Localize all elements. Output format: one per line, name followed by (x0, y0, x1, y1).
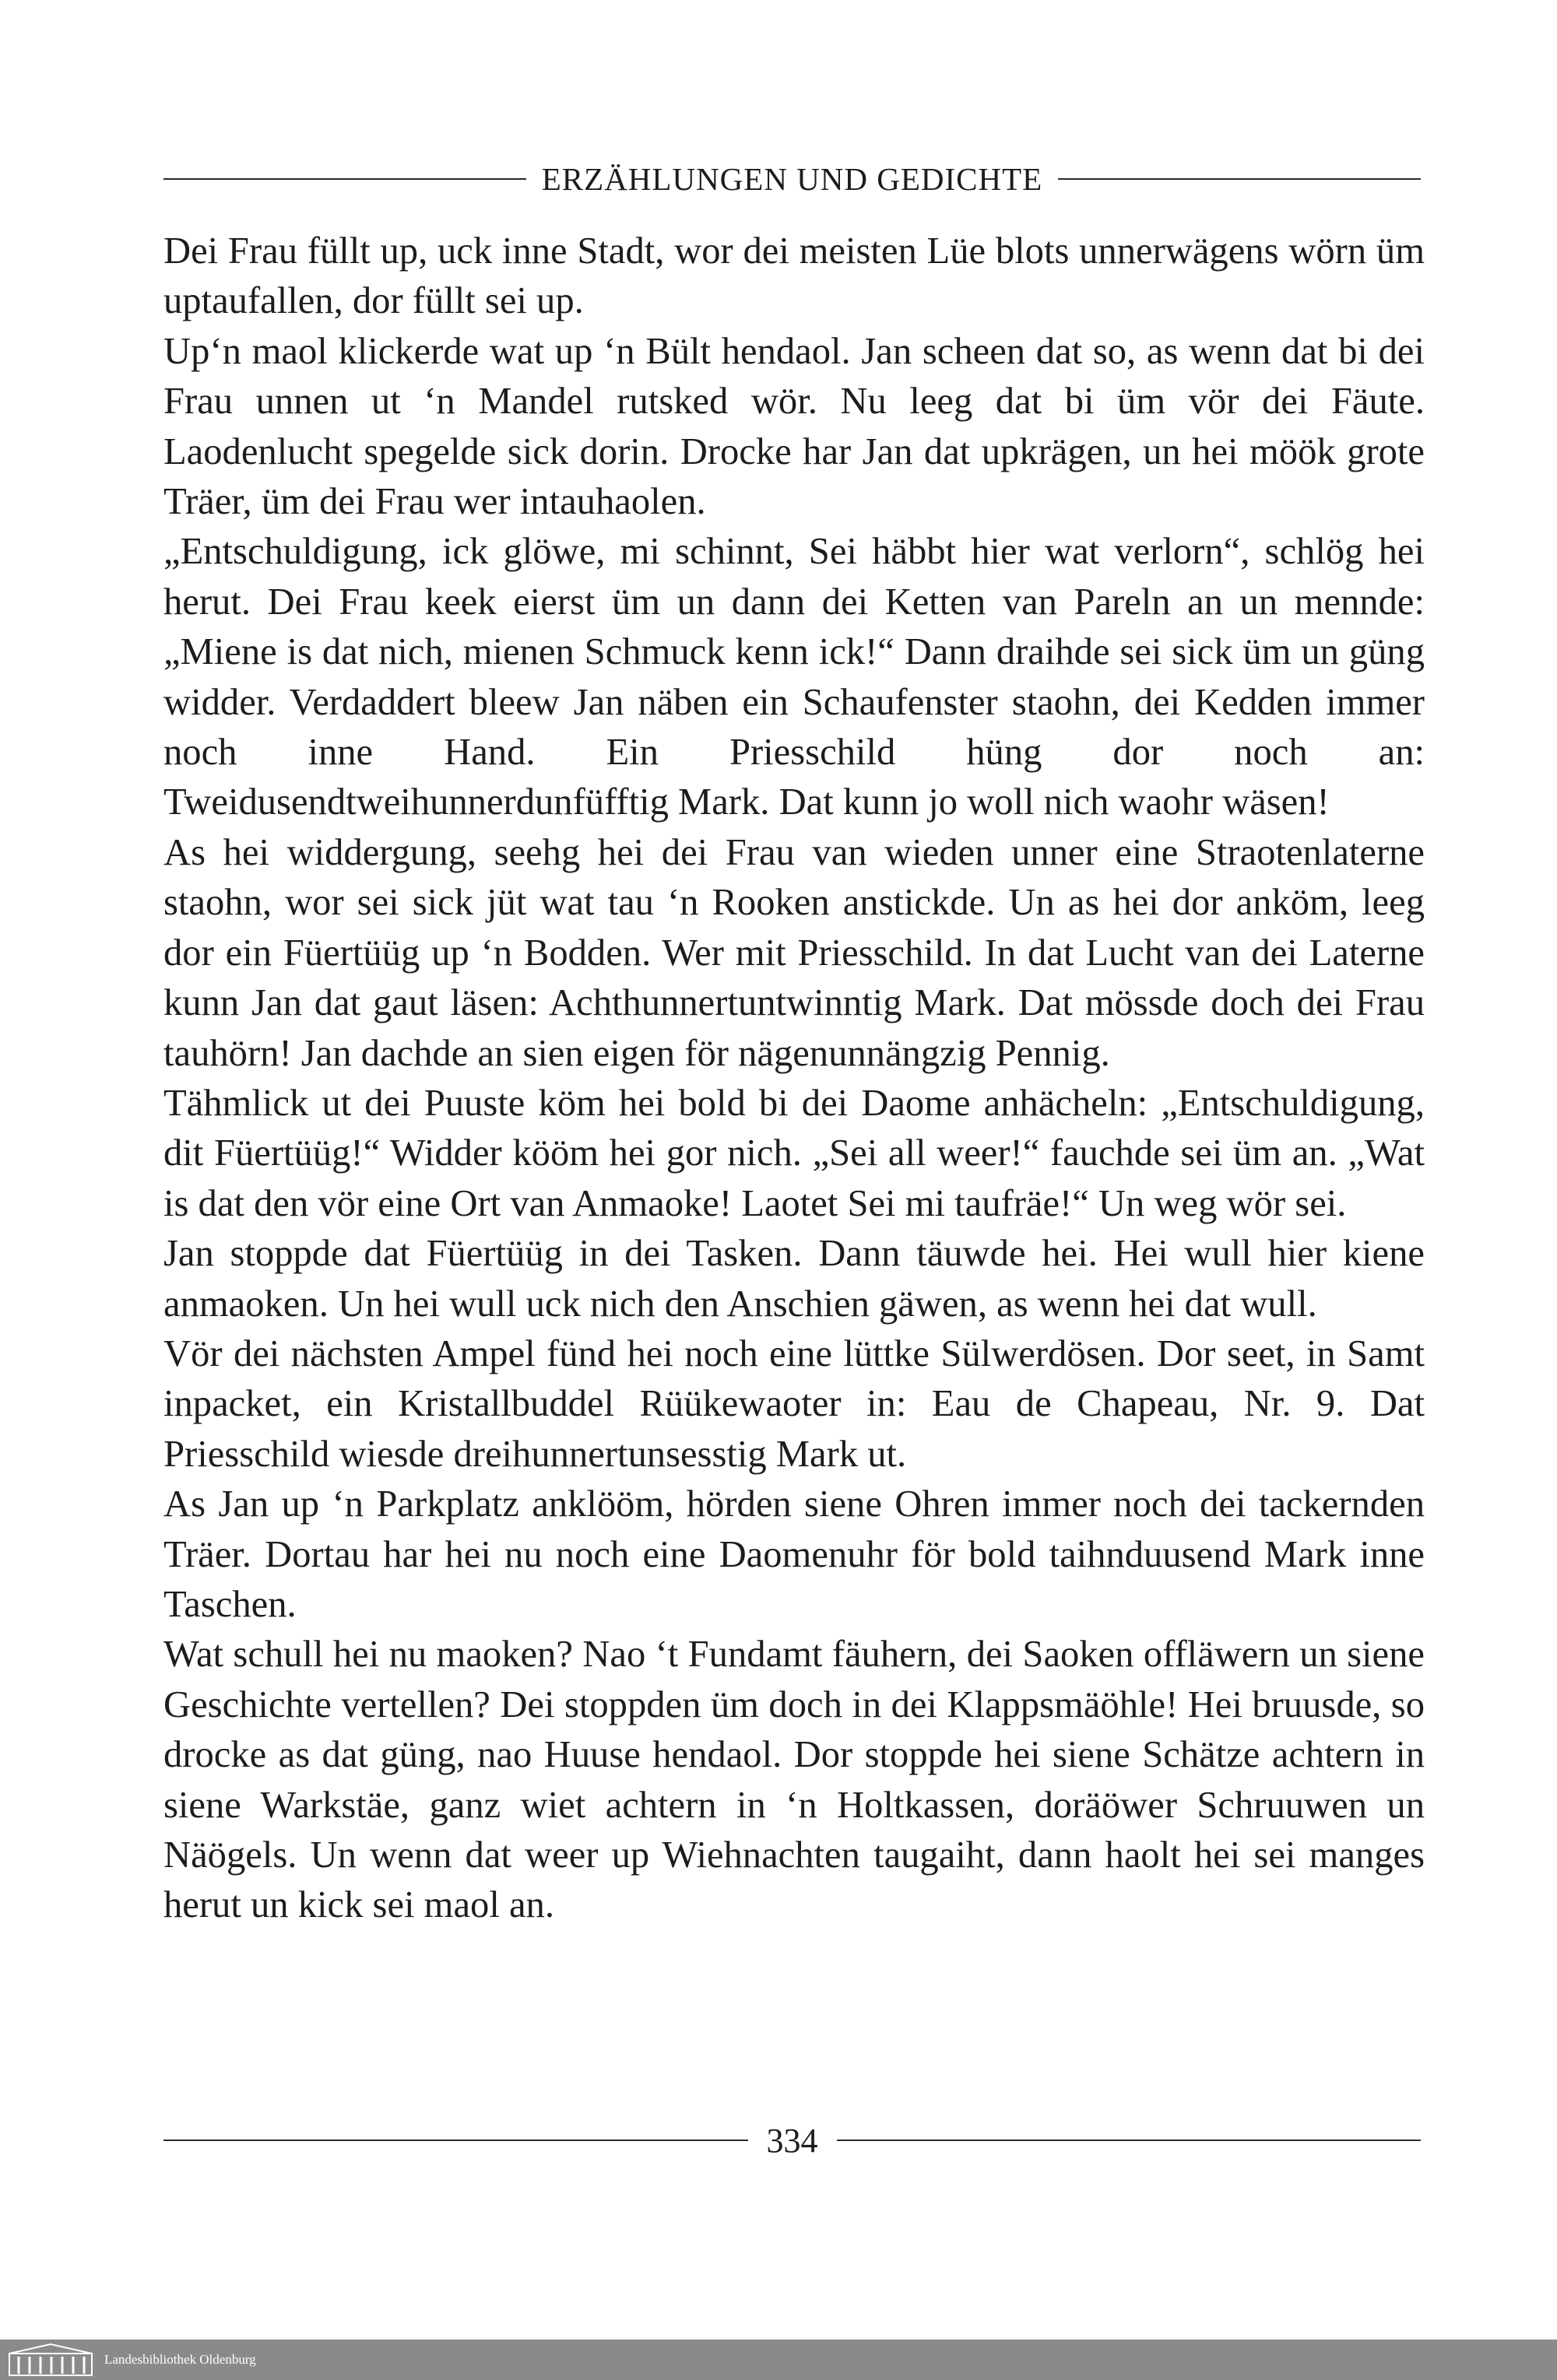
paragraph: As hei widdergung, seehg hei dei Frau van wieden unner eine Straotenlaterne staohn, wor sei sick jüt wat tau ‘n Rooken anstickde. Un as hei dor anköm, leeg dor ein Füertüüg up ‘n Bodden. Wer mit Priesschild. In dat Lucht van dei Laterne kunn Jan dat gaut läsen: Achthunnertuntwinntig Mark. Dat mössde doch dei Frau tauhörn! Jan dachde an sien eigen för nägenunnängzig Pennig. (163, 830, 1425, 1074)
header-rule-left (163, 178, 526, 180)
paragraph: Up‘n maol klickerde wat up ‘n Bült hendaol. Jan scheen dat so, as wenn dat bi dei Frau unnen ut ‘n Mandel rutsked wör. Nu leeg dat bi üm vör dei Fäute. Laodenlucht spegelde sick dorin. Drocke har Jan dat upkrägen, un hei möök grote Träer, üm dei Frau wer intauhaolen. (163, 329, 1425, 523)
paragraph: Vör dei nächsten Ampel fünd hei noch eine lüttke Sülwerdösen. Dor seet, in Samt inpacket, ein Kristallbuddel Rüükewaoter in: Eau de Chapeau, Nr. 9. Dat Priesschild wiesde dreihunnertunsesstig Mark ut. (163, 1332, 1425, 1475)
library-footer-bar (0, 2340, 1557, 2380)
running-header (163, 156, 1421, 202)
paragraph: „Entschuldigung, ick glöwe, mi schinnt, Sei häbbt hier wat verlorn“, schlög hei herut. Dei Frau keek eierst üm un dann dei Ketten van Pareln an un mennde: „Miene is dat nich, mienen Schmuck kenn ick!“ Dann draihde sei sick üm un güng widder. Verdaddert bleew Jan näben ein Schaufenster staohn, dei Kedden immer noch inne Hand. Ein Priesschild hüng dor noch an: Tweidusendtweihunnerdunfüfftig Mark. Dat kunn jo woll nich waohr wäsen! (163, 530, 1425, 823)
page-number: 334 (766, 2121, 818, 2160)
folio (163, 2117, 1421, 2164)
paragraph: Wat schull hei nu maoken? Nao ‘t Fundamt fäuhern, dei Saoken offläwern un siene Geschichte vertellen? Dei stoppden üm doch in dei Klappsmäöhle! Hei bruusde, so drocke as dat güng, nao Huuse hendaol. Dor stoppde hei siene Schätze achtern in siene Warkstäe, ganz wiet achtern in ‘n Holtkassen, doräöwer Schruuwen un Näögels. Un wenn dat weer up Wiehnachten taugaiht, dann haolt hei sei manges herut un kick sei maol an. (163, 1633, 1425, 1926)
paragraph: Dei Frau füllt up, uck inne Stadt, wor dei meisten Lüe blots unnerwägens wörn üm uptaufallen, dor füllt sei up. (163, 230, 1425, 322)
body-text (163, 226, 1425, 1930)
library-building-icon (8, 2343, 93, 2377)
running-title: ERZÄHLUNGEN UND GEDICHTE (541, 161, 1043, 197)
folio-rule-left (163, 2140, 748, 2141)
paragraph: Jan stoppde dat Füertüüg in dei Tasken. Dann täuwde hei. Hei wull hier kiene anmaoken. Un hei wull uck nich den Anschien gäwen, as wenn hei dat wull. (163, 1232, 1425, 1325)
paragraph: Tähmlick ut dei Puuste köm hei bold bi dei Daome anhächeln: „Entschuldigung, dit Füertüüg!“ Widder kööm hei gor nich. „Sei all weer!“ fauchde sei üm an. „Wat is dat den vör eine Ort van Anmaoke! Laotet Sei mi taufräe!“ Un weg wör sei. (163, 1081, 1425, 1224)
library-name: Landesbibliothek Oldenburg (104, 2352, 256, 2367)
header-rule-right (1058, 178, 1421, 180)
folio-rule-right (837, 2140, 1422, 2141)
paragraph: As Jan up ‘n Parkplatz anklööm, hörden siene Ohren immer noch dei tackernden Träer. Dortau har hei nu noch eine Daomenuhr för bold taihnduusend Mark inne Taschen. (163, 1483, 1425, 1625)
